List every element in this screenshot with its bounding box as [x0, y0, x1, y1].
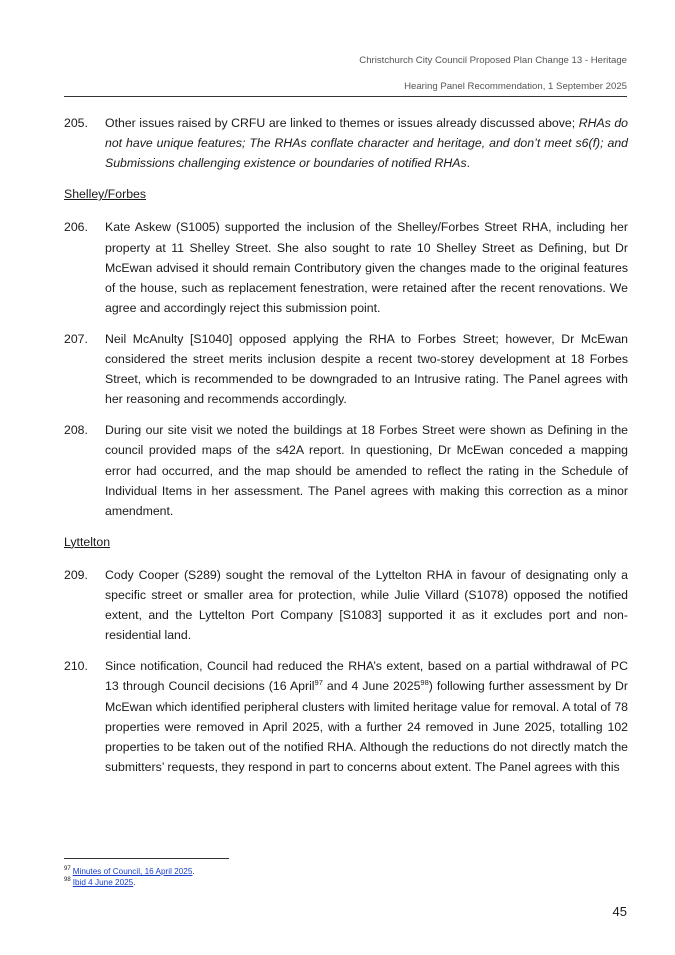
- paragraph-209: [64, 565, 628, 646]
- footnote-98: [64, 877, 195, 888]
- section-heading-shelley-forbes: Shelley/Forbes: [64, 187, 147, 202]
- paragraph-207: [64, 329, 628, 410]
- paragraph-text: Kate Askew (S1005) supported the inclusion of the Shelley/Forbes Street RHA, including her property at 11 Shelley Street. She also sought to rate 10 Shelley Street as Defining, but Dr McEwan advised it should remain Contributory given the changes made to the original features of the house, such as replacement fenestration, were retained after the recent renovations. We agree and accordingly reject this submission point.: [105, 220, 628, 316]
- paragraph-number: 206.: [64, 220, 88, 235]
- footnotes: [64, 866, 195, 888]
- paragraph-number: 207.: [64, 331, 88, 346]
- paragraph-number: 209.: [64, 567, 88, 582]
- paragraph-text: Neil McAnulty [S1040] opposed applying the RHA to Forbes Street; however, Dr McEwan considered the street merits inclusion despite a recent two-storey development at 18 Forbes Street, which is recommended to be downgraded to an Intrusive rating. The Panel agrees with her reasoning and recommends accordingly.: [105, 331, 628, 407]
- footnote-97: [64, 866, 195, 877]
- footnote-ref-98[interactable]: 98: [420, 678, 429, 688]
- footnote-ref-97[interactable]: 97: [314, 678, 323, 688]
- paragraph-text-part: and 4 June 2025: [322, 679, 421, 694]
- paragraph-206: [64, 217, 628, 318]
- paragraph-text: Cody Cooper (S289) sought the removal of the Lyttelton RHA in favour of designating only a specific street or smaller area for protection, while Julie Villard (S1078) opposed the notified extent, and the Lyttelton Port Company [S1083] supported it as it excludes port and non-residential land.: [105, 567, 628, 643]
- paragraph-text-part: ) following further assessment by Dr McEwan which identified peripheral clusters with limited heritage value for removal. A total of 78 properties were removed in April 2025, with a further 24 removed in June 2025, totalling 102 properties to be taken out of the notified RHA. Although the reductions do not directly match the submitters’ requests, they respond in part to concerns about extent. The Panel agrees with this: [105, 679, 629, 775]
- paragraph-italic-text: RHAs do not have unique features; The RHAs conflate character and heritage, and don’t meet s6(f); and Submissions challenging existence or boundaries of notified RHAs: [105, 116, 628, 171]
- footnote-number: 97: [64, 866, 71, 873]
- paragraph-205: [64, 113, 628, 174]
- footnote-link-ibid[interactable]: Ibid 4 June 2025: [72, 878, 134, 887]
- paragraph-number: 210.: [64, 659, 88, 674]
- footnote-separator: [64, 858, 229, 859]
- paragraph-number: 205.: [64, 116, 88, 130]
- paragraph-number: 208.: [64, 423, 88, 438]
- paragraph-plain-text: Other issues raised by CRFU are linked to themes or issues already discussed above;: [105, 116, 579, 130]
- footnote-end: .: [192, 867, 195, 876]
- paragraph-end: .: [466, 156, 471, 171]
- paragraph-text: [105, 656, 628, 777]
- paragraph-text: During our site visit we noted the buildings at 18 Forbes Street were shown as Defining in the council provided maps of the s42A report. In questioning, Dr McEwan conceded a mapping error had occurred, and the map should be amended to reflect the rating in the Schedule of Individual Items in her assessment. The Panel agrees with making this correction as a minor amendment.: [105, 423, 628, 518]
- paragraph-208: [64, 420, 628, 521]
- section-heading-lyttelton: Lyttelton: [64, 534, 111, 549]
- header-rule: [64, 96, 627, 97]
- footnote-link-minutes[interactable]: Minutes of Council, 16 April 2025: [72, 867, 193, 876]
- paragraph-210: [64, 656, 628, 777]
- header-subtitle: Hearing Panel Recommendation, 1 September 2025: [404, 81, 627, 92]
- page-number: 45: [612, 904, 627, 919]
- header-title: Christchurch City Council Proposed Plan Change 13 - Heritage: [359, 55, 627, 66]
- page-header: [359, 54, 627, 93]
- footnote-number: 98: [64, 877, 71, 884]
- paragraph-text-part: Since notification, Council had reduced the RHA’s extent, based on a partial withdrawal of PC 13 through Council decisions (16 April: [105, 659, 628, 694]
- document-body: [64, 113, 628, 788]
- paragraph-text: [105, 113, 628, 174]
- footnote-end: .: [133, 878, 136, 887]
